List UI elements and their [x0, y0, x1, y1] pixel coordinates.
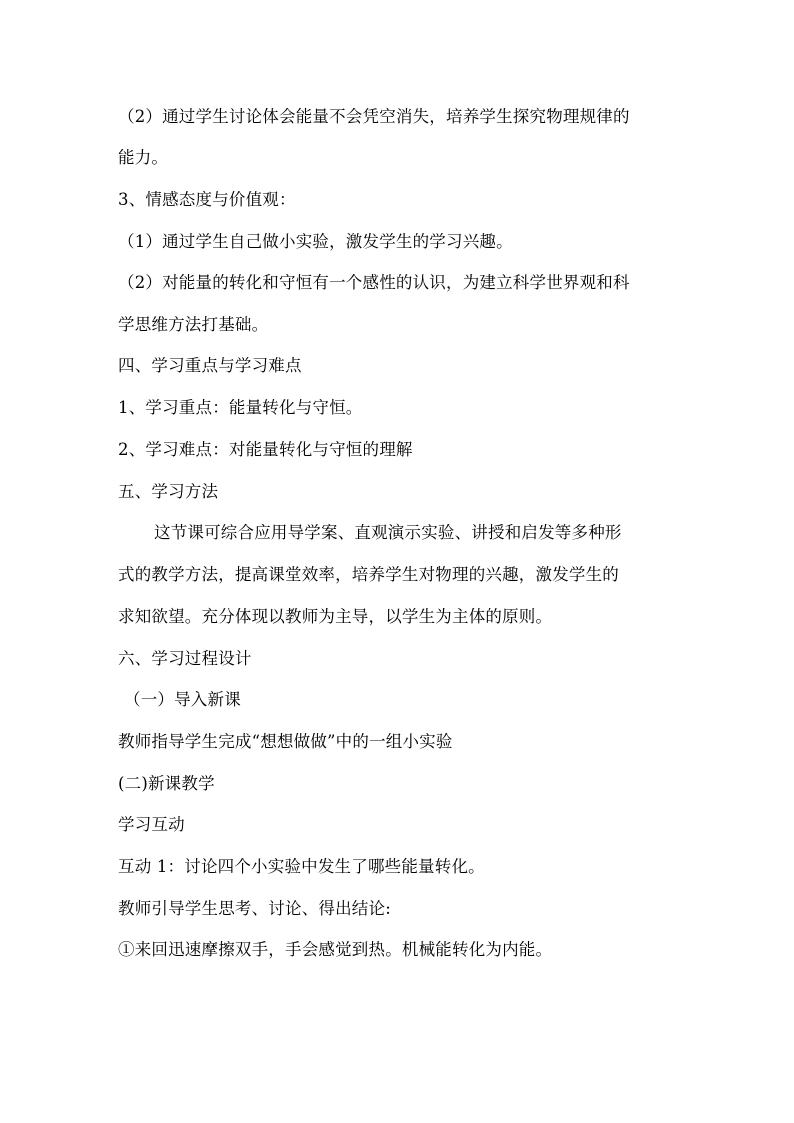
- paragraph-line: 这节课可综合应用导学案、直观演示实验、讲授和启发等多种形: [154, 523, 622, 542]
- paragraph-line: 1、学习重点：能量转化与守恒。: [118, 398, 363, 417]
- paragraph-line: （2）对能量的转化和守恒有一个感性的认识，为建立科学世界观和科: [118, 273, 630, 292]
- paragraph-line: （2）通过学生讨论体会能量不会凭空消失，培养学生探究物理规律的: [118, 107, 630, 126]
- section-heading: 3、情感态度与价值观：: [118, 190, 296, 209]
- section-heading: 六、学习过程设计: [118, 649, 252, 668]
- paragraph-line: 学思维方法打基础。: [118, 315, 269, 334]
- paragraph-line: 式的教学方法，提高课堂效率，培养学生对物理的兴趣，激发学生的: [118, 565, 619, 584]
- paragraph-line: （1）通过学生自己做小实验，激发学生的学习兴趣。: [118, 232, 513, 251]
- paragraph-line: 能力。: [118, 148, 169, 167]
- sub-heading: (二)新课教学: [118, 774, 215, 793]
- section-heading: 四、学习重点与学习难点: [118, 356, 302, 375]
- paragraph-line: 教师指导学生完成“想想做做”中的一组小实验: [118, 732, 453, 751]
- paragraph-line: 2、学习难点：对能量转化与守恒的理解: [118, 440, 413, 459]
- paragraph-line: 互动 1：讨论四个小实验中发生了哪些能量转化。: [118, 857, 485, 876]
- paragraph-line: 学习互动: [118, 815, 185, 834]
- section-heading: 五、学习方法: [118, 482, 219, 501]
- paragraph-line: 求知欲望。充分体现以教师为主导，以学生为主体的原则。: [118, 607, 553, 626]
- sub-heading: （一）导入新课: [124, 690, 241, 709]
- paragraph-line: 教师引导学生思考、讨论、得出结论:: [118, 899, 391, 918]
- paragraph-line: ①来回迅速摩擦双手，手会感觉到热。机械能转化为内能。: [118, 940, 553, 959]
